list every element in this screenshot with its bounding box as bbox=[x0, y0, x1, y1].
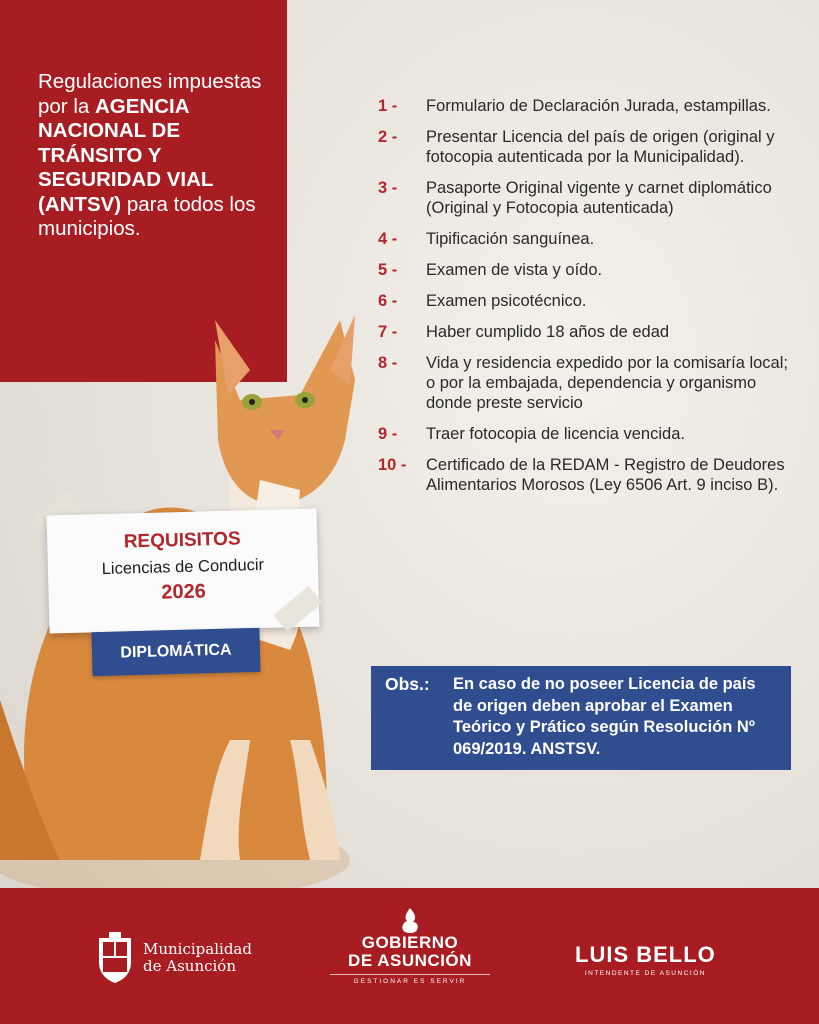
list-item bbox=[378, 178, 798, 218]
item-text: Tipificación sanguínea. bbox=[426, 230, 595, 248]
observation-box bbox=[371, 666, 791, 770]
item-number: 6 - bbox=[378, 292, 398, 310]
sign-year: 2026 bbox=[161, 580, 207, 604]
item-number: 1 - bbox=[378, 97, 398, 115]
lb-role: INTENDENTE DE ASUNCIÓN bbox=[584, 970, 706, 977]
intro-text bbox=[38, 70, 278, 242]
item-text: Pasaporte Original vigente y carnet diplomático (Original y Fotocopia autenticada) bbox=[426, 179, 772, 217]
item-number: 10 - bbox=[378, 456, 407, 474]
diplomatica-badge: DIPLOMÁTICA bbox=[91, 628, 260, 676]
intro-line2: para todos los municipios. bbox=[38, 192, 256, 240]
item-text: Certificado de la REDAM - Registro de Deudores Alimentarios Morosos (Ley 6506 Art. 9 inciso B). bbox=[426, 456, 785, 494]
list-item bbox=[378, 424, 798, 444]
intro-agency: AGENCIA NACIONAL DE TRÁNSITO Y SEGURIDAD VIAL (ANTSV) bbox=[38, 94, 214, 216]
obs-label: Obs.: bbox=[385, 674, 430, 694]
gob-line2: DE ASUNCIÓN bbox=[348, 951, 472, 970]
lb-name: LUIS BELLO bbox=[575, 942, 716, 967]
crest-icon bbox=[95, 932, 135, 984]
item-number: 2 - bbox=[378, 128, 398, 146]
item-text: Traer fotocopia de licencia vencida. bbox=[426, 425, 685, 443]
luis-bello-logo bbox=[575, 942, 716, 977]
municipalidad-logo bbox=[95, 932, 252, 984]
list-item bbox=[378, 127, 798, 167]
item-text: Presentar Licencia del país de origen (original y fotocopia autenticada por la Municipalidad). bbox=[426, 128, 775, 166]
item-number: 9 - bbox=[378, 425, 398, 443]
requirements-list bbox=[378, 96, 798, 506]
list-item bbox=[378, 291, 798, 311]
gobierno-logo bbox=[330, 908, 490, 985]
item-text: Formulario de Declaración Jurada, estampillas. bbox=[426, 97, 771, 115]
item-number: 8 - bbox=[378, 354, 398, 372]
obs-text: En caso de no poseer Licencia de país de origen deben aprobar el Examen Teórico y Prático según Resolución Nº 069/2019. ANSTSV. bbox=[453, 675, 756, 758]
gob-line1: GOBIERNO bbox=[361, 933, 459, 952]
list-item bbox=[378, 455, 798, 495]
intro-line1: Regulaciones impuestas por la bbox=[38, 70, 262, 118]
list-item bbox=[378, 260, 798, 280]
item-number: 5 - bbox=[378, 261, 398, 279]
item-number: 7 - bbox=[378, 323, 398, 341]
gob-motto: GESTIONAR ES SERVIR bbox=[330, 974, 490, 985]
item-text: Haber cumplido 18 años de edad bbox=[426, 323, 670, 341]
item-text: Examen psicotécnico. bbox=[426, 292, 587, 310]
list-item bbox=[378, 353, 798, 413]
list-item bbox=[378, 229, 798, 249]
flame-icon bbox=[399, 908, 421, 934]
list-item bbox=[378, 322, 798, 342]
muni-line2: de Asunción bbox=[143, 957, 236, 975]
sign-subtitle: Licencias de Conducir bbox=[101, 555, 265, 579]
sign-title: REQUISITOS bbox=[123, 528, 241, 553]
list-item bbox=[378, 96, 798, 116]
item-text: Vida y residencia expedido por la comisaría local; o por la embajada, dependencia y organismo donde preste servicio bbox=[426, 354, 788, 412]
item-number: 4 - bbox=[378, 230, 398, 248]
muni-line1: Municipalidad bbox=[143, 940, 252, 958]
footer bbox=[0, 888, 819, 1024]
item-number: 3 - bbox=[378, 179, 398, 197]
item-text: Examen de vista y oído. bbox=[426, 261, 603, 279]
